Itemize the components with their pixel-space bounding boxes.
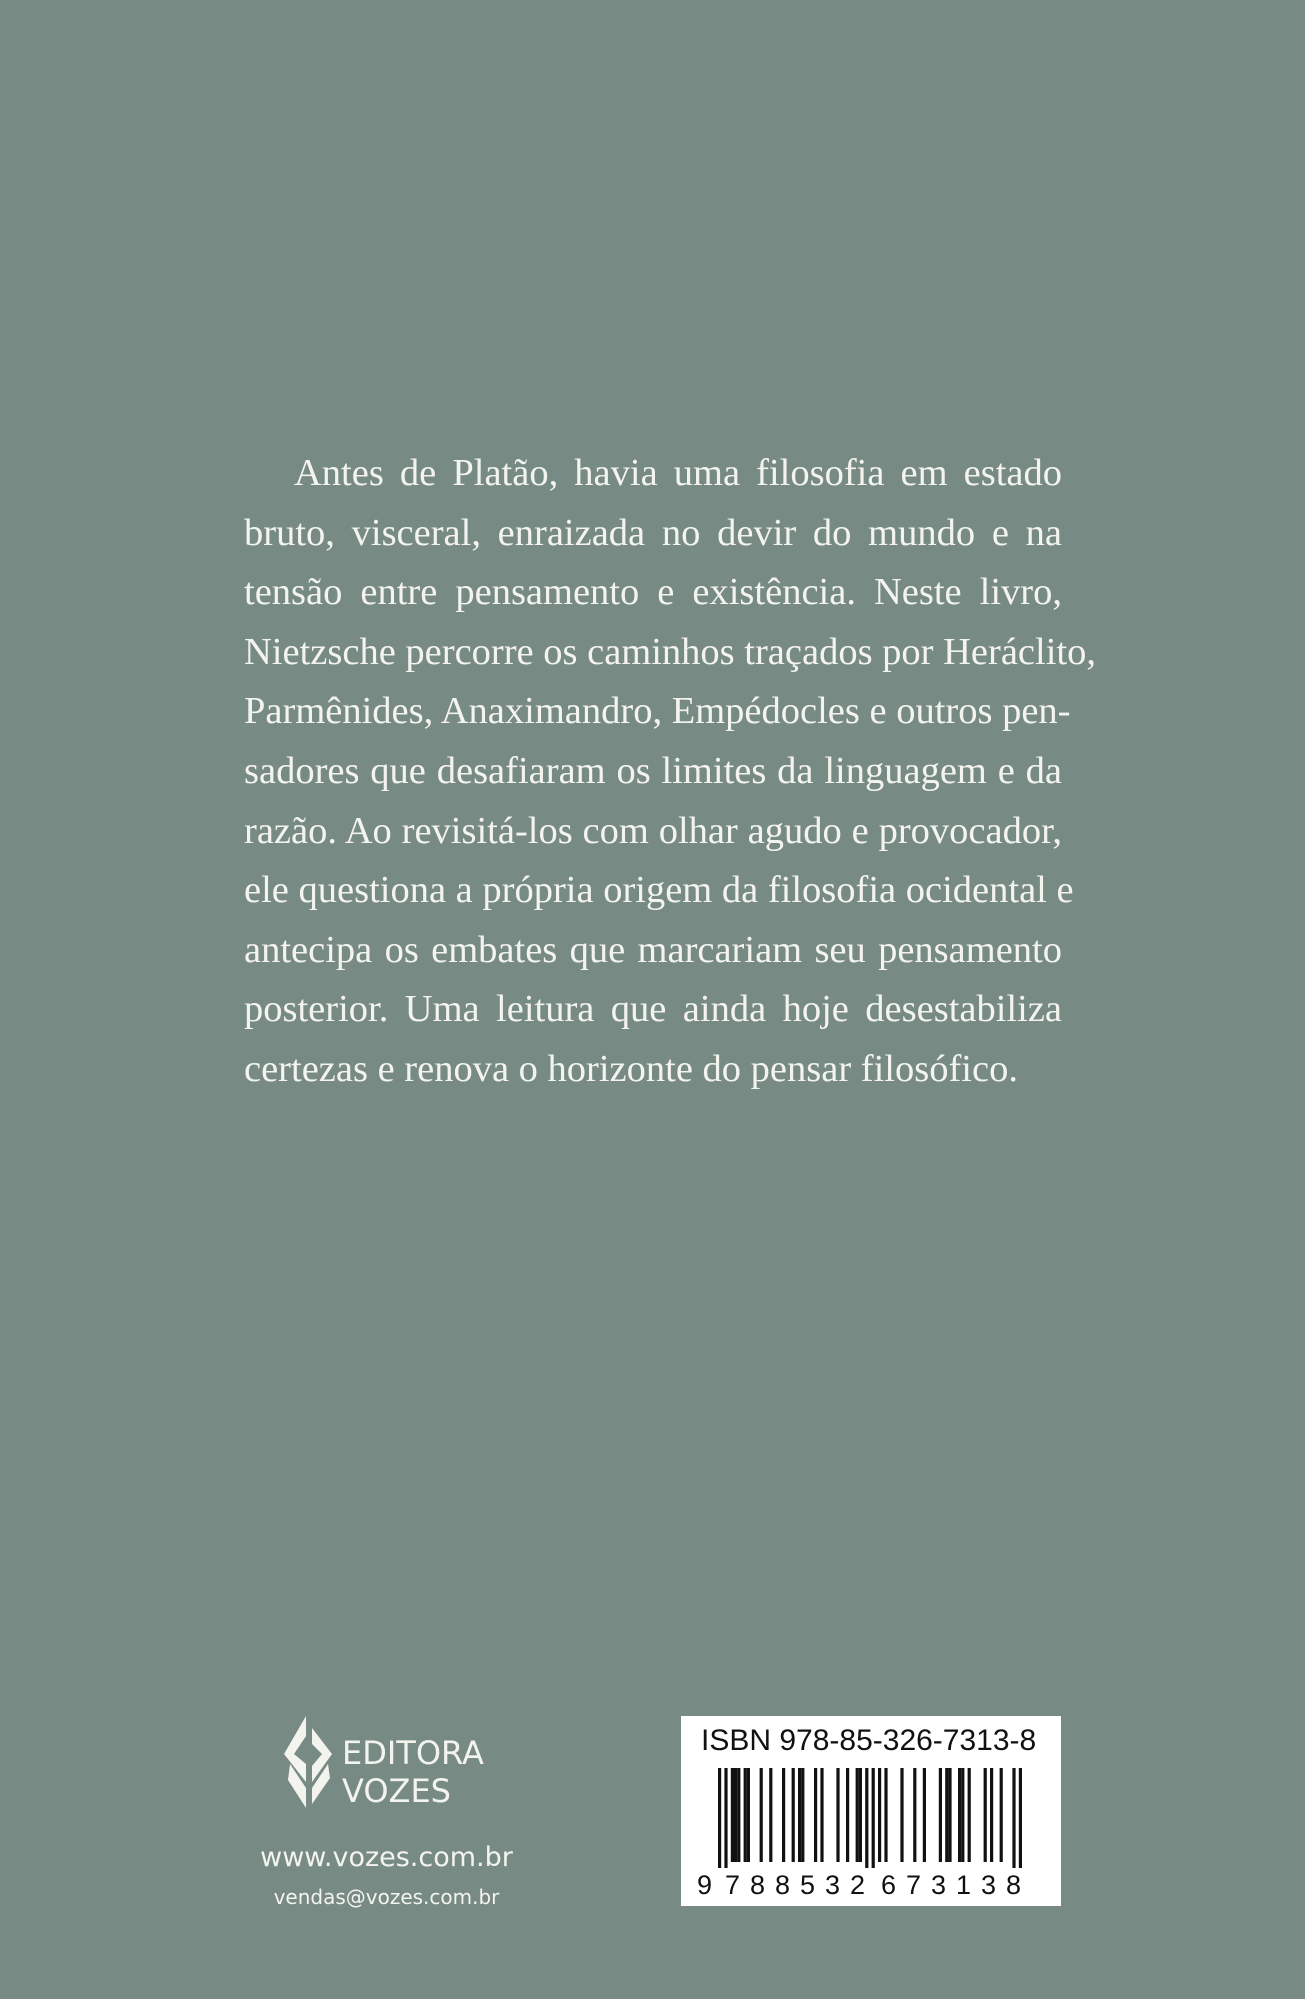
barcode-bar (865, 1768, 868, 1868)
barcode-bar (782, 1768, 785, 1862)
blurb-line: Antes de Platão, havia uma filosofia em estado (294, 452, 1062, 494)
blurb-line: razão. Ao revisitá-los com olhar agudo e provocador, (244, 809, 1062, 852)
barcode-bar (945, 1768, 948, 1862)
barcode-bar (820, 1768, 823, 1862)
barcode-bar (724, 1768, 727, 1868)
barcode-bar (878, 1768, 881, 1862)
barcode-bar (744, 1768, 747, 1862)
blurb-line: certezas e renova o horizonte do pensar filosófico. (244, 1047, 1018, 1090)
barcode-bar (900, 1768, 903, 1862)
barcode-bar (760, 1768, 763, 1862)
blurb-line: ele questiona a própria origem da filosofia ocidental e (244, 869, 1074, 912)
barcode-bar (731, 1768, 734, 1862)
barcode-bar (859, 1768, 862, 1862)
barcode-bar (913, 1768, 916, 1862)
publisher-name (342, 1734, 484, 1810)
barcode-bar (968, 1768, 971, 1862)
barcode-bar (734, 1768, 737, 1862)
barcode-bar (836, 1768, 839, 1862)
barcode-bar (792, 1768, 795, 1862)
blurb-line: tensão entre pensamento e existência. Neste livro, (244, 571, 1062, 614)
publisher-name-line2: VOZES (342, 1772, 451, 1810)
blurb-line: posterior. Uma leitura que ainda hoje desestabiliza (244, 988, 1062, 1031)
barcode-bar (1000, 1768, 1003, 1862)
editora-vozes-logo-icon (284, 1716, 334, 1808)
barcode-bar (814, 1768, 817, 1862)
barcode-bar (798, 1768, 801, 1862)
publisher-name-line1: EDITORA (342, 1734, 484, 1772)
isbn-label: ISBN 978-85-326-7313-8 (701, 1724, 1037, 1757)
blurb-line: Nietzsche percorre os caminhos traçados por Heráclito, (244, 630, 1096, 673)
barcode-bar (737, 1768, 740, 1862)
barcode-digit-first: 9 (697, 1870, 713, 1900)
isbn-barcode (681, 1716, 1061, 1906)
barcode-bar (958, 1768, 961, 1862)
barcode-digits-left: 788532 (725, 1870, 865, 1900)
barcode-bar (884, 1768, 887, 1862)
barcode-bar (856, 1768, 859, 1862)
barcode-bar (990, 1768, 993, 1862)
barcode-bar (948, 1768, 951, 1862)
barcode-bar (846, 1768, 849, 1862)
barcode-bar (769, 1768, 772, 1862)
back-cover-blurb (244, 444, 1096, 1100)
barcode-bar (747, 1768, 750, 1862)
barcode-bar (1019, 1768, 1022, 1868)
blurb-line: Parmênides, Anaximandro, Empédocles e outros pen- (244, 690, 1071, 733)
barcode-digits-right: 673138 (881, 1870, 1021, 1900)
barcode-bar (939, 1768, 942, 1862)
publisher-logo (284, 1716, 504, 1816)
barcode-bar (923, 1768, 926, 1862)
barcode-bar (872, 1768, 875, 1868)
blurb-line: antecipa os embates que marcariam seu pensamento (244, 928, 1062, 971)
blurb-line: sadores que desafiaram os limites da linguagem e da (244, 749, 1062, 792)
barcode-bar (961, 1768, 964, 1862)
blurb-line: bruto, visceral, enraizada no devir do mundo e na (244, 511, 1062, 554)
publisher-email: vendas@vozes.com.br (273, 1885, 500, 1909)
barcode-bar (801, 1768, 804, 1862)
barcode-bar (1012, 1768, 1015, 1868)
publisher-website: www.vozes.com.br (260, 1842, 513, 1873)
publisher-contact (244, 1840, 529, 1914)
barcode-bar (984, 1768, 987, 1862)
barcode-bar (718, 1768, 721, 1868)
